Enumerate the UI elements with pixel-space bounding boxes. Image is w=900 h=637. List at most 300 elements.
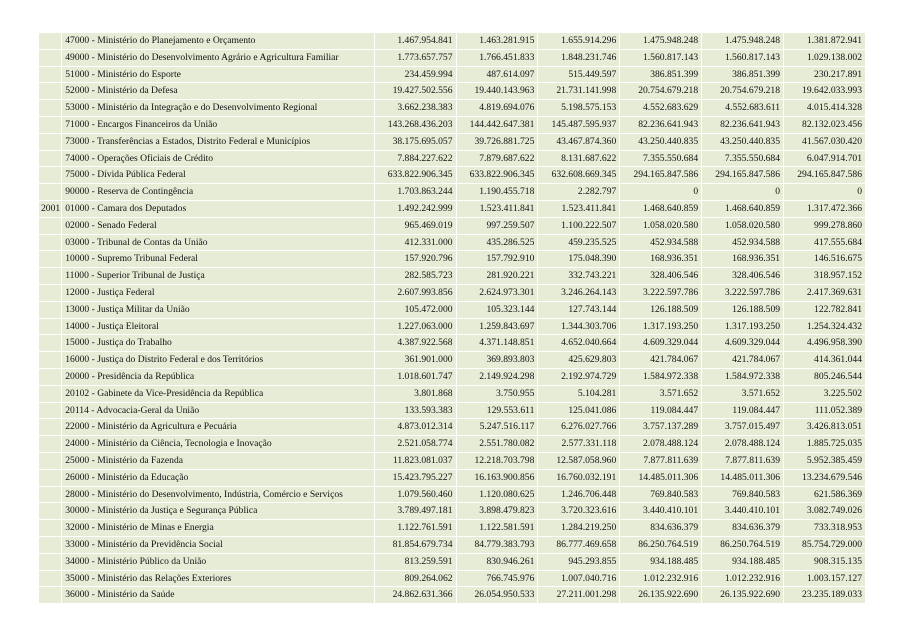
value-cell: 3.222.597.786 (620, 285, 701, 301)
year-cell (39, 268, 61, 284)
value-cell: 21.731.141.998 (538, 83, 619, 99)
value-cell: 417.555.684 (784, 235, 865, 251)
value-cell: 0 (702, 184, 783, 200)
value-cell: 126.188.509 (702, 302, 783, 318)
table-row (39, 571, 865, 587)
value-cell: 1.018.601.747 (375, 369, 456, 385)
value-cell: 20.754.679.218 (702, 83, 783, 99)
value-cell: 834.636.379 (702, 520, 783, 536)
value-cell: 3.225.502 (784, 386, 865, 402)
table-row (39, 352, 865, 368)
organ-name-cell: 15000 - Justiça do Trabalho (62, 335, 373, 351)
value-cell: 6.276.027.766 (538, 419, 619, 435)
table-row (39, 520, 865, 536)
organ-name-cell: 20114 - Advocacia-Geral da União (62, 403, 373, 419)
value-cell: 766.745.976 (457, 571, 538, 587)
value-cell: 2.078.488.124 (702, 436, 783, 452)
organ-name-cell: 33000 - Ministério da Previdência Social (62, 537, 373, 553)
value-cell: 4.652.040.664 (538, 335, 619, 351)
table-row (39, 436, 865, 452)
value-cell: 1.003.157.127 (784, 571, 865, 587)
value-cell: 86.250.764.519 (620, 537, 701, 553)
year-cell: 2001 (39, 201, 61, 217)
value-cell: 1.584.972.338 (620, 369, 701, 385)
table-row (39, 50, 865, 66)
value-cell: 20.754.679.218 (620, 83, 701, 99)
value-cell: 16.760.032.191 (538, 470, 619, 486)
value-cell: 230.217.891 (784, 67, 865, 83)
value-cell: 5.952.385.459 (784, 453, 865, 469)
value-cell: 5.198.575.153 (538, 100, 619, 116)
value-cell: 769.840.583 (702, 487, 783, 503)
table-row (39, 251, 865, 267)
organ-name-cell: 26000 - Ministério da Educação (62, 470, 373, 486)
year-cell (39, 453, 61, 469)
value-cell: 1.284.219.250 (538, 520, 619, 536)
year-cell (39, 587, 61, 603)
organ-name-cell: 34000 - Ministério Público da União (62, 554, 373, 570)
table-row (39, 386, 865, 402)
table-row (39, 201, 865, 217)
organ-name-cell: 74000 - Operações Oficiais de Crédito (62, 151, 373, 167)
value-cell: 144.442.647.381 (457, 117, 538, 133)
value-cell: 332.743.221 (538, 268, 619, 284)
value-cell: 2.282.797 (538, 184, 619, 200)
value-cell: 11.823.081.037 (375, 453, 456, 469)
value-cell: 2.551.780.082 (457, 436, 538, 452)
table-row (39, 268, 865, 284)
value-cell: 2.192.974.729 (538, 369, 619, 385)
value-cell: 26.135.922.690 (702, 587, 783, 603)
value-cell: 282.585.723 (375, 268, 456, 284)
value-cell: 294.165.847.586 (620, 167, 701, 183)
year-cell (39, 436, 61, 452)
value-cell: 4.387.922.568 (375, 335, 456, 351)
value-cell: 4.371.148.851 (457, 335, 538, 351)
budget-table (38, 32, 866, 604)
value-cell: 1.468.640.859 (702, 201, 783, 217)
table-row (39, 184, 865, 200)
table-row (39, 235, 865, 251)
organ-name-cell: 20102 - Gabinete da Vice-Presidência da República (62, 386, 373, 402)
table-row (39, 67, 865, 83)
value-cell: 997.259.507 (457, 218, 538, 234)
value-cell: 421.784.067 (620, 352, 701, 368)
budget-table-body (39, 33, 865, 603)
value-cell: 934.188.485 (620, 554, 701, 570)
value-cell: 361.901.000 (375, 352, 456, 368)
value-cell: 1.467.954.841 (375, 33, 456, 49)
value-cell: 86.250.764.519 (702, 537, 783, 553)
value-cell: 119.084.447 (620, 403, 701, 419)
year-cell (39, 571, 61, 587)
organ-name-cell: 32000 - Ministério de Minas e Energia (62, 520, 373, 536)
value-cell: 1.029.138.002 (784, 50, 865, 66)
value-cell: 27.211.001.298 (538, 587, 619, 603)
organ-name-cell: 71000 - Encargos Financeiros da União (62, 117, 373, 133)
value-cell: 3.750.955 (457, 386, 538, 402)
value-cell: 830.946.261 (457, 554, 538, 570)
organ-name-cell: 36000 - Ministério da Saúde (62, 587, 373, 603)
table-row (39, 453, 865, 469)
value-cell: 1.492.242.999 (375, 201, 456, 217)
value-cell: 4.552.683.629 (620, 100, 701, 116)
value-cell: 1.079.560.460 (375, 487, 456, 503)
value-cell: 133.593.383 (375, 403, 456, 419)
value-cell: 3.801.868 (375, 386, 456, 402)
organ-name-cell: 12000 - Justiça Federal (62, 285, 373, 301)
value-cell: 1.058.020.580 (702, 218, 783, 234)
value-cell: 4.496.958.390 (784, 335, 865, 351)
organ-name-cell: 22000 - Ministério da Agricultura e Pecuária (62, 419, 373, 435)
table-row (39, 302, 865, 318)
value-cell: 1.848.231.746 (538, 50, 619, 66)
value-cell: 621.586.369 (784, 487, 865, 503)
value-cell: 281.920.221 (457, 268, 538, 284)
year-cell (39, 520, 61, 536)
year-cell (39, 184, 61, 200)
value-cell: 294.165.847.586 (702, 167, 783, 183)
value-cell: 1.122.761.591 (375, 520, 456, 536)
table-row (39, 537, 865, 553)
value-cell: 1.523.411.841 (538, 201, 619, 217)
value-cell: 143.268.436.203 (375, 117, 456, 133)
value-cell: 12.587.058.960 (538, 453, 619, 469)
year-cell (39, 470, 61, 486)
value-cell: 146.516.675 (784, 251, 865, 267)
value-cell: 19.642.033.993 (784, 83, 865, 99)
year-cell (39, 83, 61, 99)
table-row (39, 285, 865, 301)
value-cell: 14.485.011.306 (702, 470, 783, 486)
value-cell: 105.323.144 (457, 302, 538, 318)
year-cell (39, 33, 61, 49)
value-cell: 1.254.324.432 (784, 319, 865, 335)
value-cell: 633.822.906.345 (375, 167, 456, 183)
value-cell: 168.936.351 (620, 251, 701, 267)
value-cell: 386.851.399 (702, 67, 783, 83)
value-cell: 3.440.410.101 (620, 503, 701, 519)
value-cell: 3.246.264.143 (538, 285, 619, 301)
value-cell: 1.122.581.591 (457, 520, 538, 536)
value-cell: 82.236.641.943 (620, 117, 701, 133)
year-cell (39, 151, 61, 167)
value-cell: 908.315.135 (784, 554, 865, 570)
value-cell: 23.235.189.033 (784, 587, 865, 603)
value-cell: 999.278.860 (784, 218, 865, 234)
value-cell: 82.132.023.456 (784, 117, 865, 133)
value-cell: 168.936.351 (702, 251, 783, 267)
value-cell: 5.104.281 (538, 386, 619, 402)
value-cell: 19.427.502.556 (375, 83, 456, 99)
value-cell: 122.782.841 (784, 302, 865, 318)
value-cell: 733.318.953 (784, 520, 865, 536)
organ-name-cell: 13000 - Justiça Militar da União (62, 302, 373, 318)
value-cell: 3.426.813.051 (784, 419, 865, 435)
organ-name-cell: 75000 - Dívida Pública Federal (62, 167, 373, 183)
value-cell: 386.851.399 (620, 67, 701, 83)
year-cell (39, 403, 61, 419)
value-cell: 19.440.143.963 (457, 83, 538, 99)
value-cell: 421.784.067 (702, 352, 783, 368)
organ-name-cell: 02000 - Senado Federal (62, 218, 373, 234)
table-row (39, 335, 865, 351)
value-cell: 26.054.950.533 (457, 587, 538, 603)
value-cell: 7.879.687.622 (457, 151, 538, 167)
value-cell: 435.286.525 (457, 235, 538, 251)
value-cell: 1.012.232.916 (620, 571, 701, 587)
value-cell: 4.609.329.044 (620, 335, 701, 351)
organ-name-cell: 47000 - Ministério do Planejamento e Orçamento (62, 33, 373, 49)
value-cell: 1.475.948.248 (702, 33, 783, 49)
value-cell: 1.523.411.841 (457, 201, 538, 217)
value-cell: 1.317.472.366 (784, 201, 865, 217)
value-cell: 7.877.811.639 (702, 453, 783, 469)
value-cell: 3.898.479.823 (457, 503, 538, 519)
value-cell: 0 (784, 184, 865, 200)
value-cell: 412.331.000 (375, 235, 456, 251)
value-cell: 1.317.193.250 (620, 319, 701, 335)
value-cell: 2.624.973.301 (457, 285, 538, 301)
organ-name-cell: 35000 - Ministério das Relações Exteriores (62, 571, 373, 587)
value-cell: 1.381.872.941 (784, 33, 865, 49)
table-row (39, 470, 865, 486)
value-cell: 7.884.227.622 (375, 151, 456, 167)
value-cell: 13.234.679.546 (784, 470, 865, 486)
table-row (39, 117, 865, 133)
value-cell: 4.819.694.076 (457, 100, 538, 116)
value-cell: 81.854.679.734 (375, 537, 456, 553)
value-cell: 5.247.516.117 (457, 419, 538, 435)
value-cell: 111.052.389 (784, 403, 865, 419)
value-cell: 14.485.011.306 (620, 470, 701, 486)
value-cell: 4.873.012.314 (375, 419, 456, 435)
organ-name-cell: 03000 - Tribunal de Contas da União (62, 235, 373, 251)
year-cell (39, 117, 61, 133)
organ-name-cell: 73000 - Transferências a Estados, Distrito Federal e Municípios (62, 134, 373, 150)
table-row (39, 487, 865, 503)
value-cell: 318.957.152 (784, 268, 865, 284)
value-cell: 1.012.232.916 (702, 571, 783, 587)
table-row (39, 403, 865, 419)
value-cell: 934.188.485 (702, 554, 783, 570)
table-row (39, 83, 865, 99)
year-cell (39, 369, 61, 385)
value-cell: 459.235.525 (538, 235, 619, 251)
value-cell: 1.560.817.143 (620, 50, 701, 66)
organ-name-cell: 52000 - Ministério da Defesa (62, 83, 373, 99)
value-cell: 1.560.817.143 (702, 50, 783, 66)
value-cell: 2.417.369.631 (784, 285, 865, 301)
table-row (39, 151, 865, 167)
value-cell: 1.007.040.716 (538, 571, 619, 587)
value-cell: 1.463.281.915 (457, 33, 538, 49)
year-cell (39, 319, 61, 335)
value-cell: 16.163.900.856 (457, 470, 538, 486)
value-cell: 12.218.703.798 (457, 453, 538, 469)
value-cell: 1.655.914.296 (538, 33, 619, 49)
value-cell: 1.885.725.035 (784, 436, 865, 452)
value-cell: 129.553.611 (457, 403, 538, 419)
value-cell: 1.766.451.833 (457, 50, 538, 66)
value-cell: 234.459.994 (375, 67, 456, 83)
year-cell (39, 487, 61, 503)
year-cell (39, 554, 61, 570)
value-cell: 126.188.509 (620, 302, 701, 318)
value-cell: 1.058.020.580 (620, 218, 701, 234)
value-cell: 127.743.144 (538, 302, 619, 318)
value-cell: 3.082.749.026 (784, 503, 865, 519)
value-cell: 3.757.137.289 (620, 419, 701, 435)
value-cell: 43.250.440.835 (702, 134, 783, 150)
value-cell: 1.259.843.697 (457, 319, 538, 335)
value-cell: 1.190.455.718 (457, 184, 538, 200)
value-cell: 1.246.706.448 (538, 487, 619, 503)
table-row (39, 587, 865, 603)
table-row (39, 33, 865, 49)
value-cell: 632.608.669.345 (538, 167, 619, 183)
value-cell: 1.227.063.000 (375, 319, 456, 335)
value-cell: 125.041.086 (538, 403, 619, 419)
year-cell (39, 167, 61, 183)
value-cell: 809.264.062 (375, 571, 456, 587)
value-cell: 24.862.631.366 (375, 587, 456, 603)
value-cell: 26.135.922.690 (620, 587, 701, 603)
year-cell (39, 50, 61, 66)
value-cell: 965.469.019 (375, 218, 456, 234)
value-cell: 3.662.238.383 (375, 100, 456, 116)
organ-name-cell: 11000 - Superior Tribunal de Justiça (62, 268, 373, 284)
value-cell: 7.877.811.639 (620, 453, 701, 469)
value-cell: 3.440.410.101 (702, 503, 783, 519)
organ-name-cell: 51000 - Ministério do Esporte (62, 67, 373, 83)
year-cell (39, 100, 61, 116)
value-cell: 43.467.874.360 (538, 134, 619, 150)
year-cell (39, 302, 61, 318)
value-cell: 2.149.924.298 (457, 369, 538, 385)
year-cell (39, 335, 61, 351)
organ-name-cell: 30000 - Ministério da Justiça e Segurança Pública (62, 503, 373, 519)
value-cell: 85.754.729.000 (784, 537, 865, 553)
value-cell: 813.259.591 (375, 554, 456, 570)
year-cell (39, 218, 61, 234)
value-cell: 1.773.657.757 (375, 50, 456, 66)
value-cell: 3.222.597.786 (702, 285, 783, 301)
value-cell: 369.893.803 (457, 352, 538, 368)
organ-name-cell: 20000 - Presidência da República (62, 369, 373, 385)
value-cell: 834.636.379 (620, 520, 701, 536)
value-cell: 1.584.972.338 (702, 369, 783, 385)
value-cell: 769.840.583 (620, 487, 701, 503)
value-cell: 1.475.948.248 (620, 33, 701, 49)
table-row (39, 167, 865, 183)
value-cell: 2.078.488.124 (620, 436, 701, 452)
year-cell (39, 251, 61, 267)
value-cell: 1.468.640.859 (620, 201, 701, 217)
year-cell (39, 235, 61, 251)
value-cell: 3.757.015.497 (702, 419, 783, 435)
value-cell: 328.406.546 (702, 268, 783, 284)
value-cell: 38.175.695.057 (375, 134, 456, 150)
value-cell: 328.406.546 (620, 268, 701, 284)
value-cell: 2.521.058.774 (375, 436, 456, 452)
table-row (39, 134, 865, 150)
organ-name-cell: 90000 - Reserva de Contingência (62, 184, 373, 200)
year-cell (39, 67, 61, 83)
value-cell: 1.120.080.625 (457, 487, 538, 503)
value-cell: 84.779.383.793 (457, 537, 538, 553)
table-row (39, 100, 865, 116)
value-cell: 43.250.440.835 (620, 134, 701, 150)
value-cell: 1.344.303.706 (538, 319, 619, 335)
organ-name-cell: 24000 - Ministério da Ciência, Tecnologia e Inovação (62, 436, 373, 452)
value-cell: 452.934.588 (702, 235, 783, 251)
value-cell: 2.577.331.118 (538, 436, 619, 452)
organ-name-cell: 25000 - Ministério da Fazenda (62, 453, 373, 469)
value-cell: 7.355.550.684 (702, 151, 783, 167)
value-cell: 8.131.687.622 (538, 151, 619, 167)
table-row (39, 503, 865, 519)
value-cell: 2.607.993.856 (375, 285, 456, 301)
value-cell: 119.084.447 (702, 403, 783, 419)
year-cell (39, 537, 61, 553)
value-cell: 1.100.222.507 (538, 218, 619, 234)
organ-name-cell: 10000 - Supremo Tribunal Federal (62, 251, 373, 267)
organ-name-cell: 49000 - Ministério do Desenvolvimento Agrário e Agricultura Familiar (62, 50, 373, 66)
value-cell: 4.609.329.044 (702, 335, 783, 351)
value-cell: 15.423.795.227 (375, 470, 456, 486)
value-cell: 145.487.595.937 (538, 117, 619, 133)
value-cell: 86.777.469.658 (538, 537, 619, 553)
value-cell: 452.934.588 (620, 235, 701, 251)
value-cell: 4.015.414.328 (784, 100, 865, 116)
value-cell: 7.355.550.684 (620, 151, 701, 167)
value-cell: 1.703.863.244 (375, 184, 456, 200)
value-cell: 515.449.597 (538, 67, 619, 83)
value-cell: 157.920.796 (375, 251, 456, 267)
value-cell: 157.792.910 (457, 251, 538, 267)
value-cell: 3.720.323.616 (538, 503, 619, 519)
value-cell: 805.246.544 (784, 369, 865, 385)
year-cell (39, 386, 61, 402)
value-cell: 4.552.683.611 (702, 100, 783, 116)
value-cell: 105.472.000 (375, 302, 456, 318)
value-cell: 6.047.914.701 (784, 151, 865, 167)
organ-name-cell: 01000 - Camara dos Deputados (62, 201, 373, 217)
value-cell: 0 (620, 184, 701, 200)
year-cell (39, 419, 61, 435)
table-row (39, 369, 865, 385)
year-cell (39, 285, 61, 301)
organ-name-cell: 28000 - Ministério do Desenvolvimento, Indústria, Comércio e Serviços (62, 487, 373, 503)
value-cell: 175.048.390 (538, 251, 619, 267)
organ-name-cell: 14000 - Justiça Eleitoral (62, 319, 373, 335)
organ-name-cell: 16000 - Justiça do Distrito Federal e dos Territórios (62, 352, 373, 368)
value-cell: 633.822.906.345 (457, 167, 538, 183)
table-row (39, 319, 865, 335)
value-cell: 3.571.652 (702, 386, 783, 402)
value-cell: 3.571.652 (620, 386, 701, 402)
table-row (39, 554, 865, 570)
value-cell: 82.236.641.943 (702, 117, 783, 133)
value-cell: 945.293.855 (538, 554, 619, 570)
value-cell: 39.726.881.725 (457, 134, 538, 150)
value-cell: 414.361.044 (784, 352, 865, 368)
value-cell: 3.789.497.181 (375, 503, 456, 519)
value-cell: 294.165.847.586 (784, 167, 865, 183)
year-cell (39, 134, 61, 150)
year-cell (39, 503, 61, 519)
